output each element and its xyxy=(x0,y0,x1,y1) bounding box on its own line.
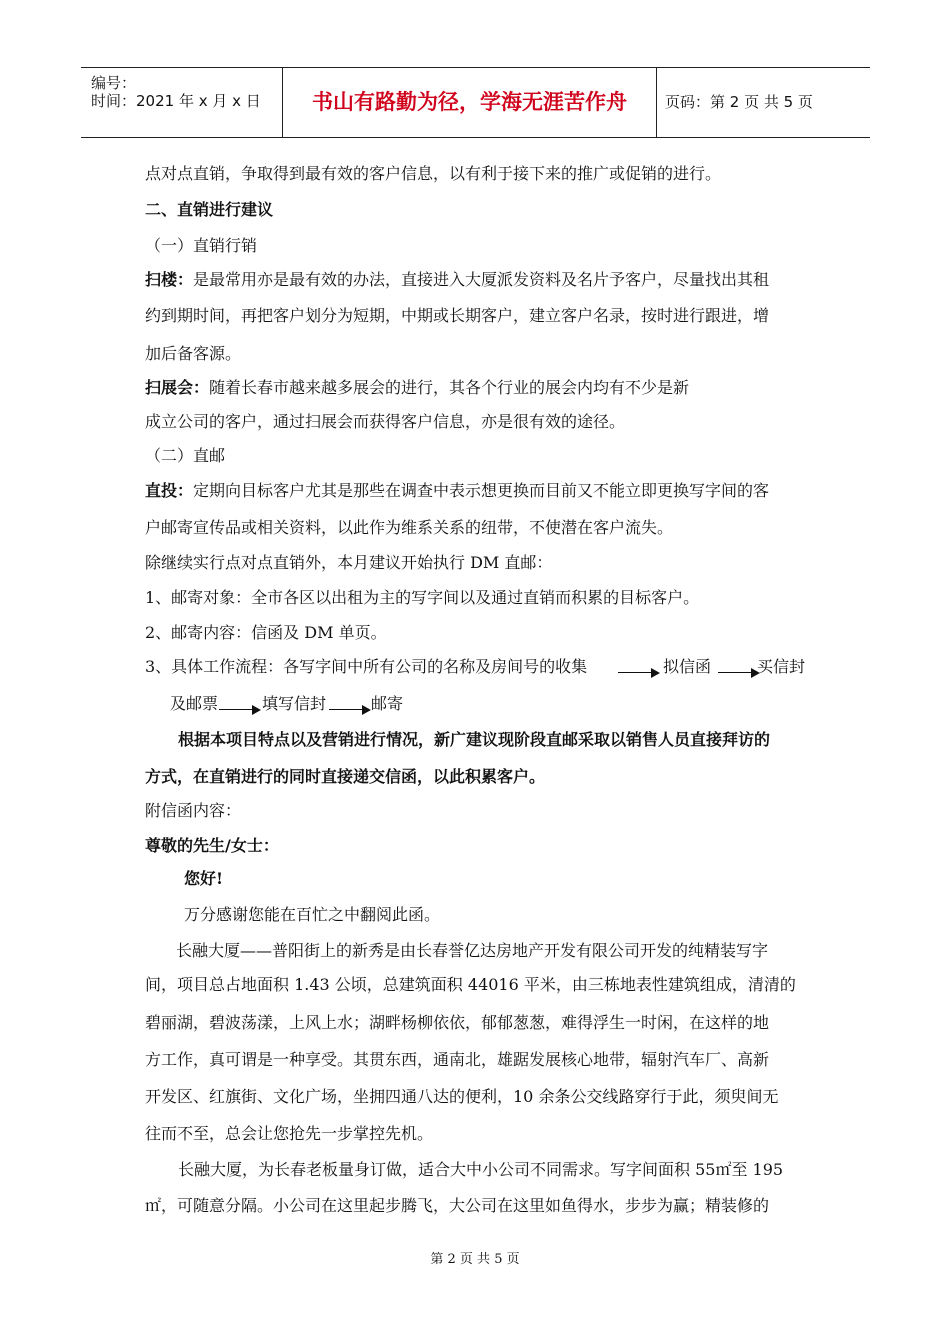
page-info: 页码：第 2 页 共 5 页 xyxy=(665,93,813,111)
subsection-heading: （一）直销行销 xyxy=(145,236,258,255)
letter-line: 长融大厦——普阳街上的新秀是由长春誉亿达房地产开发有限公司开发的纯精装写字 xyxy=(176,941,769,960)
recommendation-line: 根据本项目特点以及营销进行情况，新广建议现阶段直邮采取以销售人员直接拜访的 xyxy=(178,730,771,749)
paragraph-line: 约到期时间，再把客户划分为短期，中期或长期客户，建立客户名录，按时进行跟进，增 xyxy=(145,306,770,325)
letter-line: 碧丽湖，碧波荡漾，上风上水；湖畔杨柳依依，郁郁葱葱，难得浮生一时闲，在这样的地 xyxy=(145,1013,770,1032)
header-info-cell xyxy=(81,68,283,137)
number-label: 编号： xyxy=(91,74,137,92)
term-text: 定期向目标客户尤其是那些在调查中表示想更换而目前又不能立即更换写字间的客 xyxy=(193,481,770,500)
flow-step: 邮寄 xyxy=(371,694,404,713)
subsection-heading: （二）直邮 xyxy=(145,446,226,465)
paragraph-line: 成立公司的客户，通过扫展会而获得客户信息，亦是很有效的途径。 xyxy=(145,412,626,431)
recommendation-line: 方式，在直销进行的同时直接递交信函，以此积累客户。 xyxy=(145,767,546,786)
paragraph-line: 户邮寄宣传品或相关资料，以此作为维系关系的纽带，不使潜在客户流失。 xyxy=(145,518,674,537)
term-label: 直投： xyxy=(145,481,194,500)
term-label: 扫楼： xyxy=(145,270,194,289)
letter-line: 开发区、红旗街、文化广场，坐拥四通八达的便利，10 余条公交线路穿行于此，须臾间无 xyxy=(145,1087,779,1106)
letter-line: 长融大厦，为长春老板量身订做，适合大中小公司不同需求。写字间面积 55㎡至 195 xyxy=(178,1160,784,1179)
paragraph-line xyxy=(145,375,689,398)
section-heading: 二、直销进行建议 xyxy=(145,200,274,219)
list-item: 3、具体工作流程：各写字间中所有公司的名称及房间号的收集 xyxy=(145,657,588,676)
paragraph-line: 加后备客源。 xyxy=(145,344,242,363)
letter-line: 万分感谢您能在百忙之中翻阅此函。 xyxy=(184,905,441,924)
flow-step: 拟信函 xyxy=(663,657,712,676)
paragraph-line: 点对点直销，争取得到最有效的客户信息，以有利于接下来的推广或促销的进行。 xyxy=(145,164,722,183)
flow-arrow-icon xyxy=(219,705,261,715)
flow-step: 及邮票 xyxy=(170,694,219,713)
letter-line: 往而不至，总会让您抢先一步掌控先机。 xyxy=(145,1124,434,1143)
header-table xyxy=(81,67,870,138)
motto: 书山有路勤为径，学海无涯苦作舟 xyxy=(283,68,657,137)
paragraph-line xyxy=(145,267,769,290)
page-footer: 第 2 页 共 5 页 xyxy=(430,1252,520,1267)
letter-line: 方工作，真可谓是一种享受。其贯东西，通南北，雄踞发展核心地带，辐射汽车厂、高新 xyxy=(145,1050,770,1069)
flow-step: 填写信封 xyxy=(262,694,327,713)
term-label: 扫展会： xyxy=(145,378,210,397)
paragraph-line xyxy=(145,478,769,501)
date-label: 时间：2021 年 x 月 x 日 xyxy=(91,92,261,110)
term-text: 是最常用亦是最有效的办法，直接进入大厦派发资料及名片予客户，尽量找出其租 xyxy=(193,270,770,289)
letter-greeting: 您好! xyxy=(184,869,224,888)
letter-line: ㎡，可随意分隔。小公司在这里起步腾飞，大公司在这里如鱼得水，步步为赢；精装修的 xyxy=(145,1196,770,1215)
flow-arrow-icon xyxy=(618,668,660,678)
term-text: 随着长春市越来越多展会的进行，其各个行业的展会内均有不少是新 xyxy=(209,378,690,397)
flow-arrow-icon xyxy=(718,668,760,678)
flow-arrow-icon xyxy=(329,705,371,715)
paragraph-line: 除继续实行点对点直销外，本月建议开始执行 DM 直邮： xyxy=(145,553,553,572)
list-item: 1、邮寄对象：全市各区以出租为主的写字间以及通过直销而积累的目标客户。 xyxy=(145,588,700,607)
list-item: 2、邮寄内容：信函及 DM 单页。 xyxy=(145,623,387,642)
paragraph-line: 附信函内容： xyxy=(145,801,242,820)
flow-step: 买信封 xyxy=(757,657,806,676)
letter-salutation: 尊敬的先生/女士： xyxy=(145,836,279,855)
letter-line: 间，项目总占地面积 1.43 公顷，总建筑面积 44016 平米，由三栋地表性建筑组成，清清的 xyxy=(145,975,796,994)
